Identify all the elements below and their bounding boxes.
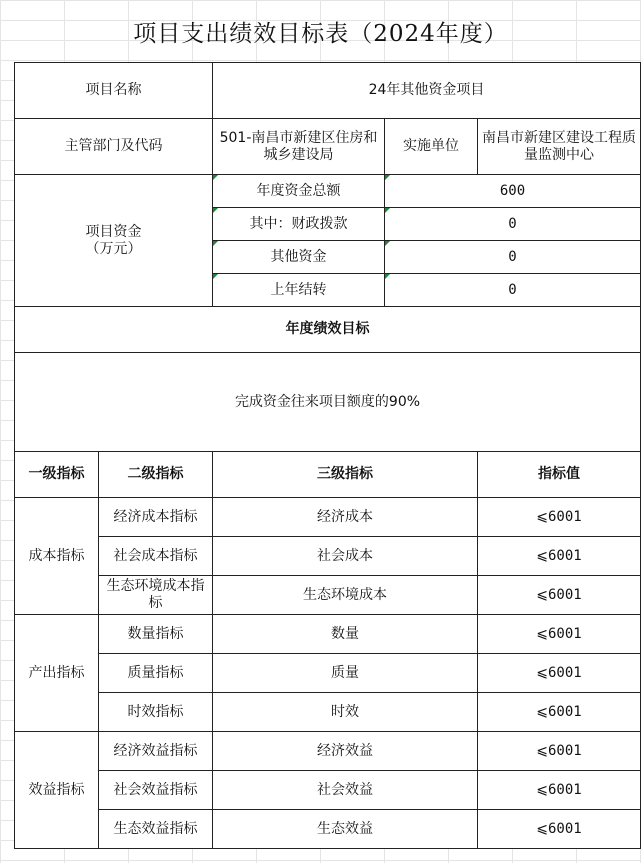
- level1-output: 产出指标: [15, 615, 99, 732]
- level2-cell: 社会成本指标: [99, 537, 213, 576]
- indicator-value: ⩽6001: [478, 537, 641, 576]
- header-level2: 二级指标: [99, 452, 213, 498]
- level2-cell: 质量指标: [99, 654, 213, 693]
- fund-label-fiscal: 其中：财政拨款: [213, 208, 385, 241]
- indicator-value: ⩽6001: [478, 615, 641, 654]
- fund-label-carryover: 上年结转: [213, 274, 385, 307]
- level3-cell: 生态效益: [213, 810, 478, 849]
- indicator-value: ⩽6001: [478, 771, 641, 810]
- annual-goal-header: 年度绩效目标: [15, 307, 641, 353]
- indicator-value: ⩽6001: [478, 810, 641, 849]
- level3-cell: 生态环境成本: [213, 576, 478, 615]
- impl-unit-value: 南昌市新建区建设工程质量监测中心: [478, 119, 641, 175]
- level1-benefit: 效益指标: [15, 732, 99, 849]
- indicator-value: ⩽6001: [478, 654, 641, 693]
- header-level1: 一级指标: [15, 452, 99, 498]
- fund-label-other: 其他资金: [213, 241, 385, 274]
- level2-cell: 数量指标: [99, 615, 213, 654]
- indicator-value: ⩽6001: [478, 732, 641, 771]
- level3-cell: 社会成本: [213, 537, 478, 576]
- fund-value-fiscal: 0: [385, 208, 641, 241]
- level2-cell: 社会效益指标: [99, 771, 213, 810]
- indicator-value: ⩽6001: [478, 498, 641, 537]
- fund-value-total: 600: [385, 175, 641, 208]
- funds-label: [15, 175, 213, 307]
- funds-label-text: 项目资金 （万元）: [85, 223, 142, 257]
- indicator-value: ⩽6001: [478, 576, 641, 615]
- performance-table: [14, 62, 641, 849]
- level3-cell: 质量: [213, 654, 478, 693]
- level3-cell: 经济成本: [213, 498, 478, 537]
- fund-value-carryover: 0: [385, 274, 641, 307]
- dept-value: 501-南昌市新建区住房和城乡建设局: [213, 119, 385, 175]
- level3-cell: 经济效益: [213, 732, 478, 771]
- level3-cell: 数量: [213, 615, 478, 654]
- level3-cell: 时效: [213, 693, 478, 732]
- level2-cell: 生态效益指标: [99, 810, 213, 849]
- fund-label-total: 年度资金总额: [213, 175, 385, 208]
- fund-value-other: 0: [385, 241, 641, 274]
- page-title: 项目支出绩效目标表（2024年度）: [133, 21, 508, 47]
- indicator-value: ⩽6001: [478, 693, 641, 732]
- level2-cell: 经济效益指标: [99, 732, 213, 771]
- project-name-label: 项目名称: [15, 63, 213, 119]
- dept-label: 主管部门及代码: [15, 119, 213, 175]
- impl-unit-label: 实施单位: [385, 119, 478, 175]
- level2-cell: 时效指标: [99, 693, 213, 732]
- header-value: 指标值: [478, 452, 641, 498]
- level1-cost: 成本指标: [15, 498, 99, 615]
- level2-cell: 经济成本指标: [99, 498, 213, 537]
- header-level3: 三级指标: [213, 452, 478, 498]
- project-name-value: 24年其他资金项目: [213, 63, 641, 119]
- level2-cell: 生态环境成本指标: [99, 576, 213, 615]
- annual-goal-text: 完成资金往来项目额度的90%: [15, 353, 641, 452]
- level3-cell: 社会效益: [213, 771, 478, 810]
